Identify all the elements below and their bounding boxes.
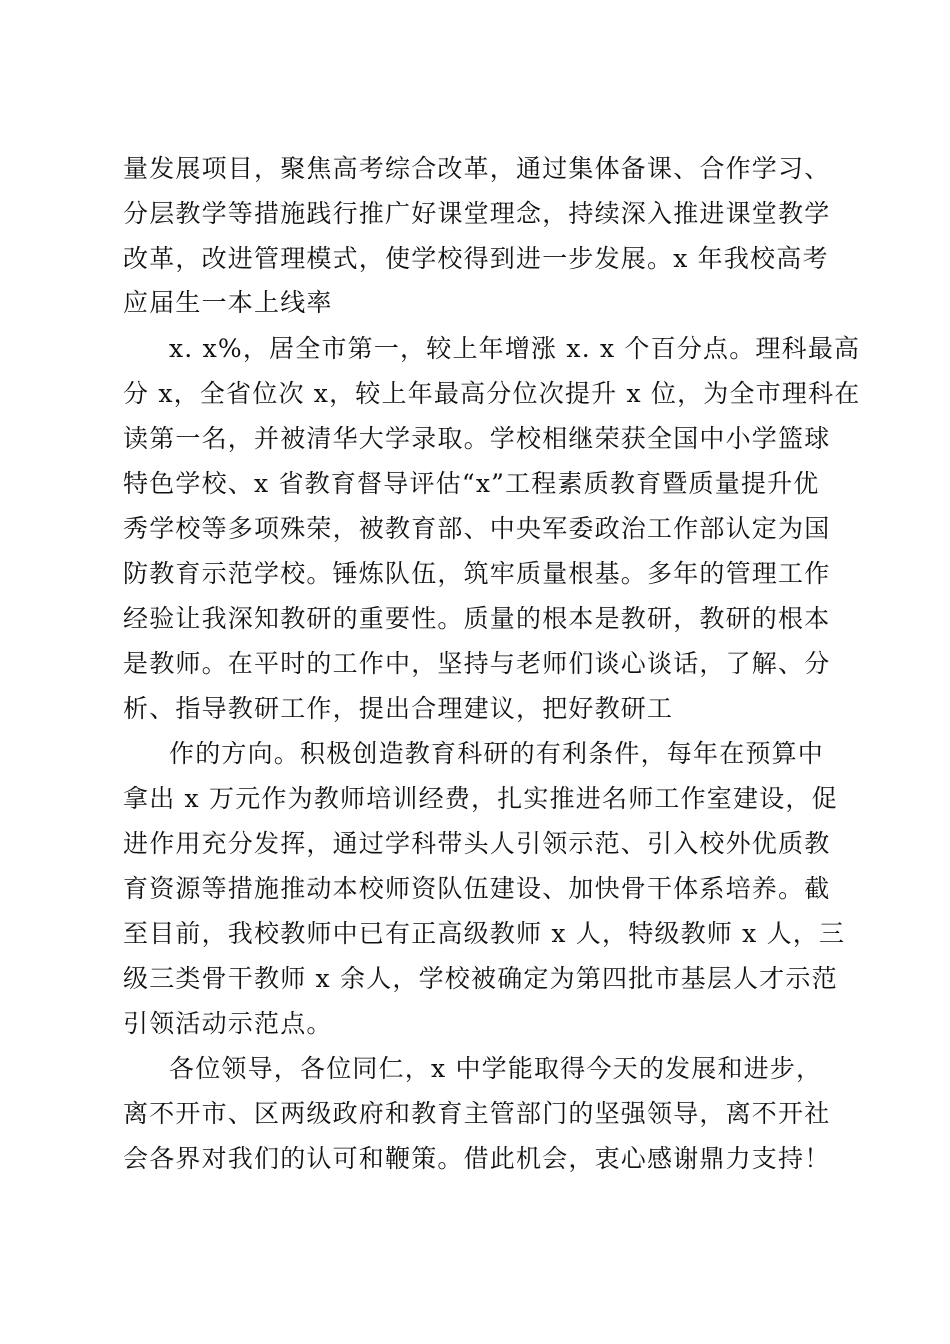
- text-line: 引领活动示范点。: [123, 1009, 333, 1038]
- text-line: 分 x，全省位次 x，较上年最高分位次提升 x 位，为全市理科在: [123, 379, 861, 408]
- text-line: 作的方向。积极创造教育科研的有利条件，每年在预算中: [169, 739, 825, 768]
- text-line: 育资源等措施推动本校师资队伍建设、加快骨干体系培养。截: [123, 874, 831, 903]
- text-line: 至目前，我校教师中已有正高级教师 x 人，特级教师 x 人，三: [123, 919, 846, 948]
- text-line: 应届生一本上线率: [123, 288, 333, 317]
- text-line: 进作用充分发挥，通过学科带头人引领示范、引入校外优质教: [123, 829, 831, 858]
- text-line: 量发展项目，聚焦高考综合改革，通过集体备课、合作学习、: [123, 154, 831, 183]
- text-line: 拿出 x 万元作为教师培训经费，扎实推进名师工作室建设，促: [123, 784, 838, 813]
- text-line: 是教师。在平时的工作中，坚持与老师们谈心谈话，了解、分: [123, 649, 831, 678]
- text-line: 会各界对我们的认可和鞭策。借此机会，衷心感谢鼎力支持！: [123, 1144, 831, 1173]
- text-line: x. x%，居全市第一，较上年增涨 x. x 个百分点。理科最高: [169, 334, 861, 363]
- text-line: 秀学校等多项殊荣，被教育部、中央军委政治工作部认定为国: [123, 514, 831, 543]
- text-line: 防教育示范学校。锤炼队伍，筑牢质量根基。多年的管理工作: [123, 559, 831, 588]
- text-line: 分层教学等措施践行推广好课堂理念，持续深入推进课堂教学: [123, 199, 831, 228]
- text-line: 读第一名，并被清华大学录取。学校相继荣获全国中小学篮球: [123, 424, 831, 453]
- text-line: 改革，改进管理模式，使学校得到进一步发展。x 年我校高考: [123, 244, 829, 273]
- text-line: 析、指导教研工作，提出合理建议，把好教研工: [123, 694, 674, 723]
- text-line: 级三类骨干教师 x 余人，学校被确定为第四批市基层人才示范: [123, 964, 838, 993]
- text-line: 离不开市、区两级政府和教育主管部门的坚强领导，离不开社: [123, 1099, 831, 1128]
- text-line: 各位领导，各位同仁，x 中学能取得今天的发展和进步，: [169, 1054, 823, 1083]
- text-line: 特色学校、x 省教育督导评估“x”工程素质教育暨质量提升优: [123, 469, 820, 498]
- text-line: 经验让我深知教研的重要性。质量的根本是教研，教研的根本: [123, 604, 831, 633]
